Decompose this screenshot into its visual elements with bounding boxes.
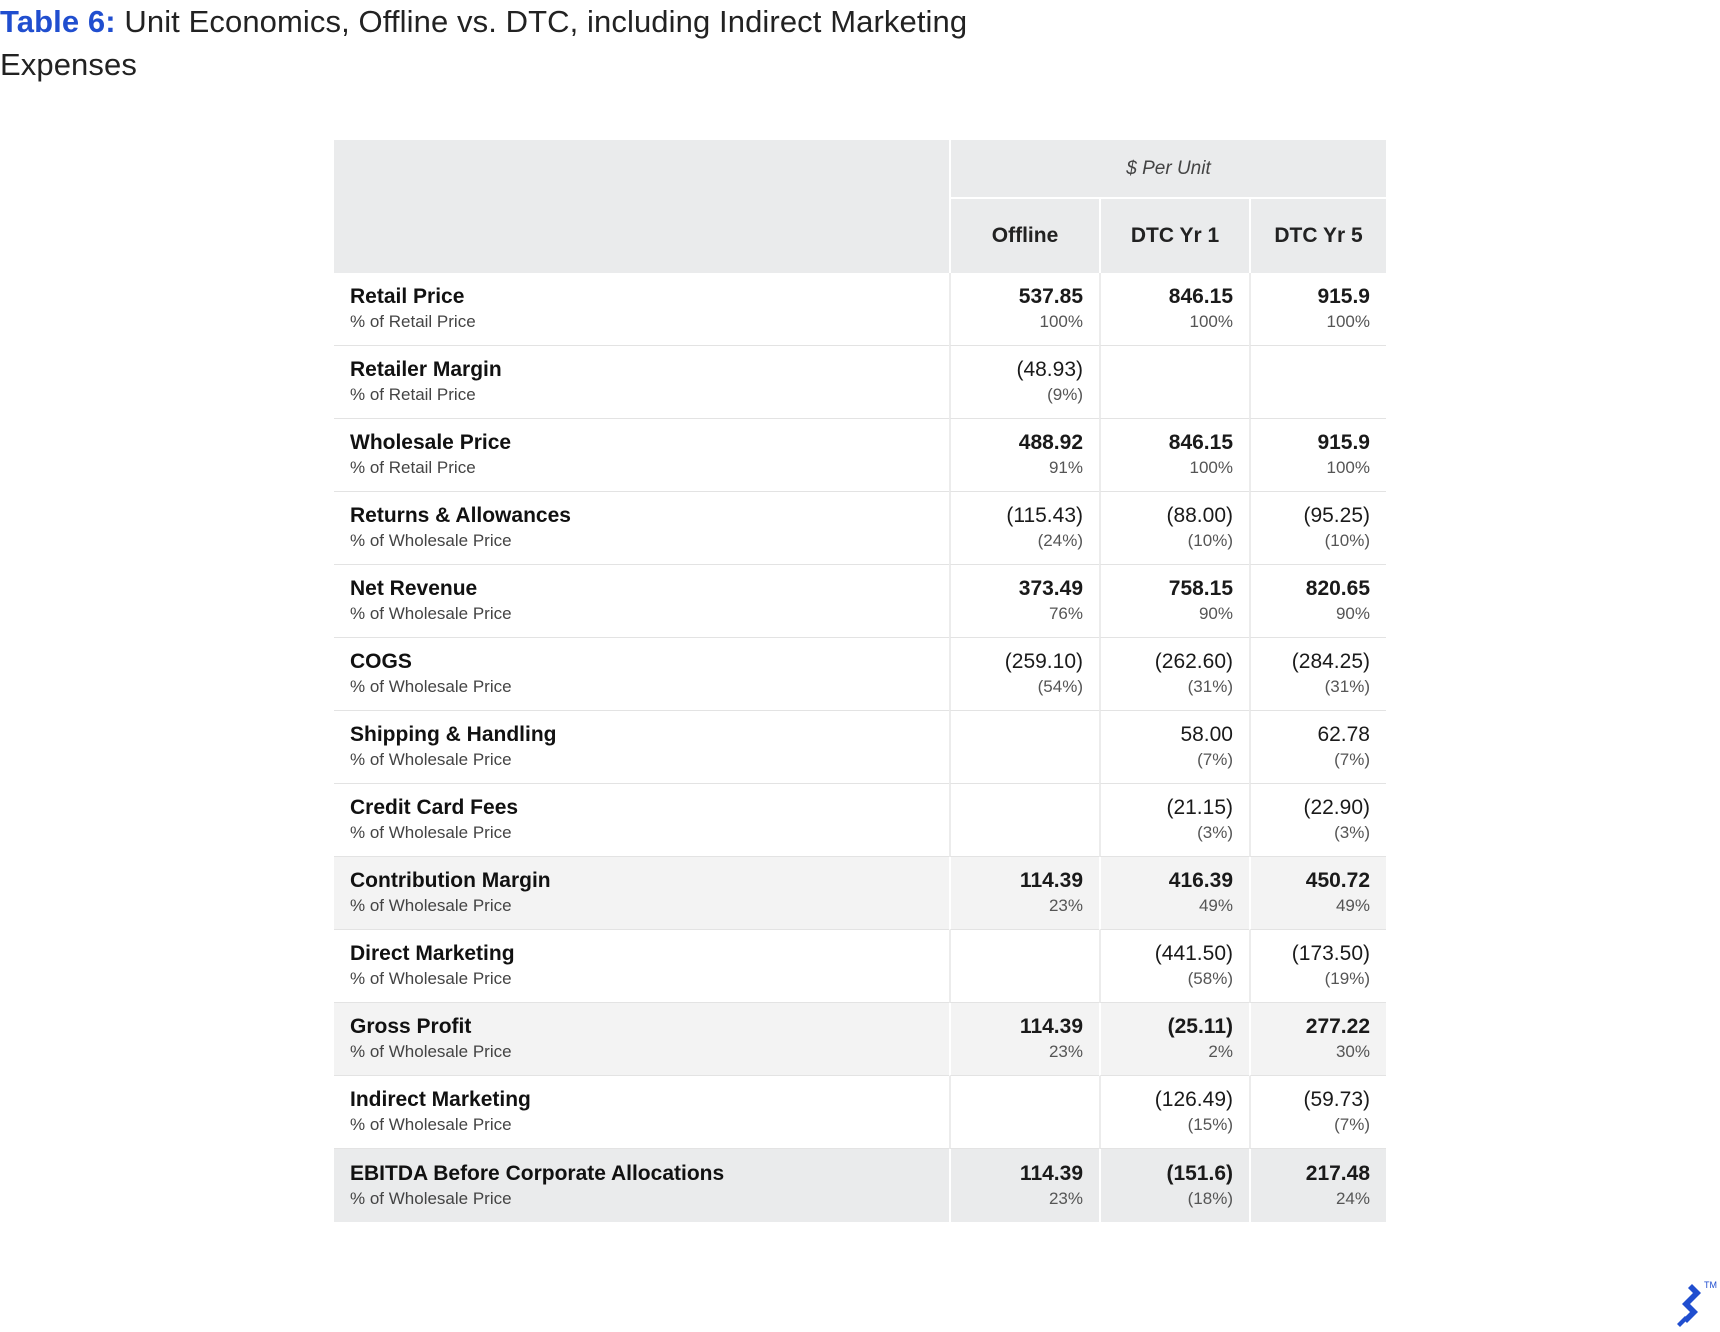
value-cell <box>949 1076 1099 1149</box>
table-title-text: Unit Economics, Offline vs. DTC, including Indirect Marketing Expenses <box>0 4 968 82</box>
value-cell <box>949 346 1099 419</box>
value-amount: (259.10) <box>1004 650 1083 673</box>
value-amount: 114.39 <box>1019 1161 1083 1185</box>
value-cell <box>1249 1003 1386 1076</box>
row-label-cell <box>334 784 949 857</box>
value-cell <box>949 638 1099 711</box>
trademark-mark: TM <box>1704 1280 1717 1290</box>
row-label-cell <box>334 273 949 346</box>
value-amount: (88.00) <box>1166 504 1233 527</box>
value-percent: (9%) <box>1047 385 1083 404</box>
value-cell <box>1099 857 1249 930</box>
row-label-cell <box>334 492 949 565</box>
row-label-cell <box>334 1003 949 1076</box>
table-row <box>334 1076 1386 1149</box>
value-cell <box>1249 419 1386 492</box>
row-sublabel: % of Wholesale Price <box>350 969 512 988</box>
value-percent: 100% <box>1039 312 1083 331</box>
value-cell <box>1099 1149 1249 1222</box>
row-label-cell <box>334 930 949 1003</box>
value-percent: 49% <box>1198 896 1233 915</box>
value-amount: 846.15 <box>1168 431 1233 454</box>
header-corner <box>334 140 949 273</box>
table-row <box>334 565 1386 638</box>
value-amount: 58.00 <box>1180 723 1233 746</box>
row-label: Returns & Allowances <box>350 504 571 527</box>
value-percent: 90% <box>1198 604 1233 623</box>
table-row <box>334 857 1386 930</box>
column-header-dtc-yr5: DTC Yr 5 <box>1249 197 1386 273</box>
value-percent: 100% <box>1189 312 1233 331</box>
row-label: COGS <box>350 650 412 673</box>
value-amount: 820.65 <box>1305 577 1370 600</box>
value-percent: 49% <box>1335 896 1370 915</box>
value-amount: 915.9 <box>1317 285 1370 308</box>
value-cell <box>1249 565 1386 638</box>
value-amount: 537.85 <box>1018 285 1083 308</box>
value-cell <box>949 492 1099 565</box>
value-cell <box>1249 638 1386 711</box>
value-amount: (441.50) <box>1154 942 1233 965</box>
column-header-dtc-yr1: DTC Yr 1 <box>1099 197 1249 273</box>
value-cell <box>1099 638 1249 711</box>
value-amount: 217.48 <box>1305 1161 1370 1185</box>
value-percent: (18%) <box>1187 1188 1233 1208</box>
value-amount: (115.43) <box>1006 504 1083 527</box>
value-percent: 2% <box>1208 1042 1233 1061</box>
value-cell <box>949 857 1099 930</box>
value-amount: 846.15 <box>1168 285 1233 308</box>
row-sublabel: % of Wholesale Price <box>350 823 512 842</box>
row-label-cell <box>334 346 949 419</box>
value-percent: 23% <box>1048 1188 1083 1208</box>
row-label-cell <box>334 419 949 492</box>
table-row <box>334 419 1386 492</box>
row-sublabel: % of Wholesale Price <box>350 531 512 550</box>
value-cell <box>1099 492 1249 565</box>
value-amount: (95.25) <box>1303 504 1370 527</box>
value-cell <box>1249 492 1386 565</box>
value-percent: (58%) <box>1187 969 1233 988</box>
value-percent: 100% <box>1189 458 1233 477</box>
row-sublabel: % of Retail Price <box>350 458 476 477</box>
value-amount: 373.49 <box>1018 577 1083 600</box>
row-label: Retailer Margin <box>350 358 502 381</box>
value-amount: (25.11) <box>1167 1015 1233 1038</box>
value-cell <box>1249 784 1386 857</box>
value-cell <box>1249 346 1386 419</box>
value-amount: (22.90) <box>1303 796 1370 819</box>
value-amount: (126.49) <box>1154 1088 1233 1111</box>
value-percent: 30% <box>1335 1042 1370 1061</box>
value-percent: (54%) <box>1037 677 1083 696</box>
value-cell <box>1249 711 1386 784</box>
value-amount: (151.6) <box>1166 1161 1233 1185</box>
row-label: Wholesale Price <box>350 431 512 454</box>
toptal-logo-icon <box>1668 1278 1720 1332</box>
value-amount: 62.78 <box>1317 723 1370 746</box>
value-amount: (284.25) <box>1291 650 1370 673</box>
value-amount: 488.92 <box>1018 431 1083 454</box>
row-label: Gross Profit <box>350 1015 472 1038</box>
row-sublabel: % of Wholesale Price <box>350 750 512 769</box>
table-row <box>334 346 1386 419</box>
table-row <box>334 638 1386 711</box>
value-percent: 100% <box>1326 312 1370 331</box>
value-cell <box>1099 1003 1249 1076</box>
value-percent: (10%) <box>1187 531 1233 550</box>
row-label: Indirect Marketing <box>350 1088 531 1111</box>
value-cell <box>1249 1149 1386 1222</box>
row-sublabel: % of Retail Price <box>350 385 476 404</box>
value-cell <box>1099 273 1249 346</box>
table-row <box>334 492 1386 565</box>
value-cell <box>1099 930 1249 1003</box>
value-percent: (7%) <box>1197 750 1233 769</box>
value-percent: 23% <box>1048 896 1083 915</box>
value-cell <box>949 565 1099 638</box>
value-cell <box>1099 565 1249 638</box>
value-amount: (48.93) <box>1016 358 1083 381</box>
row-sublabel: % of Wholesale Price <box>350 1042 512 1061</box>
value-percent: 91% <box>1048 458 1083 477</box>
column-header-offline: Offline <box>949 197 1099 273</box>
value-percent: 100% <box>1326 458 1370 477</box>
value-cell <box>949 1003 1099 1076</box>
value-percent: 90% <box>1335 604 1370 623</box>
value-percent: (7%) <box>1334 1115 1370 1134</box>
value-cell <box>949 711 1099 784</box>
row-label-cell <box>334 857 949 930</box>
value-percent: (31%) <box>1324 677 1370 696</box>
row-sublabel: % of Wholesale Price <box>350 896 512 915</box>
value-cell <box>949 784 1099 857</box>
table-row <box>334 273 1386 346</box>
value-cell <box>949 1149 1099 1222</box>
row-label: Direct Marketing <box>350 942 515 965</box>
value-amount: 915.9 <box>1317 431 1370 454</box>
row-label: Retail Price <box>350 285 465 308</box>
table-row <box>334 1149 1386 1222</box>
row-label-cell <box>334 565 949 638</box>
row-label-cell <box>334 1149 949 1222</box>
value-cell <box>1099 1076 1249 1149</box>
value-cell <box>1099 784 1249 857</box>
value-percent: (15%) <box>1187 1115 1233 1134</box>
value-amount: 416.39 <box>1168 869 1233 892</box>
value-amount: 758.15 <box>1168 577 1233 600</box>
value-percent: (19%) <box>1324 969 1370 988</box>
row-label: Shipping & Handling <box>350 723 557 746</box>
value-amount: (173.50) <box>1291 942 1370 965</box>
value-cell <box>949 273 1099 346</box>
unit-economics-table <box>334 140 1386 1222</box>
row-sublabel: % of Wholesale Price <box>350 1188 512 1208</box>
value-percent: (24%) <box>1037 531 1083 550</box>
table-row <box>334 930 1386 1003</box>
table-title <box>0 0 1010 86</box>
row-label-cell <box>334 638 949 711</box>
value-cell <box>1249 930 1386 1003</box>
value-percent: (3%) <box>1334 823 1370 842</box>
row-sublabel: % of Retail Price <box>350 312 476 331</box>
value-percent: 24% <box>1335 1188 1370 1208</box>
row-label: Net Revenue <box>350 577 478 600</box>
row-sublabel: % of Wholesale Price <box>350 677 512 696</box>
value-cell <box>1249 273 1386 346</box>
value-amount: (59.73) <box>1303 1088 1370 1111</box>
value-cell <box>1099 419 1249 492</box>
value-amount: 114.39 <box>1019 869 1083 892</box>
table-row <box>334 1003 1386 1076</box>
value-percent: (3%) <box>1197 823 1233 842</box>
row-label: EBITDA Before Corporate Allocations <box>350 1161 725 1185</box>
value-percent: (10%) <box>1324 531 1370 550</box>
value-cell <box>949 419 1099 492</box>
value-cell <box>1249 1076 1386 1149</box>
row-label: Contribution Margin <box>350 869 551 892</box>
value-cell <box>1249 857 1386 930</box>
table-row <box>334 711 1386 784</box>
per-unit-header: $ Per Unit <box>949 140 1386 197</box>
value-percent: 76% <box>1048 604 1083 623</box>
row-label: Credit Card Fees <box>350 796 519 819</box>
value-cell <box>1099 346 1249 419</box>
value-percent: (31%) <box>1187 677 1233 696</box>
row-label-cell <box>334 711 949 784</box>
value-amount: 114.39 <box>1019 1015 1083 1038</box>
row-sublabel: % of Wholesale Price <box>350 1115 512 1134</box>
value-percent: 23% <box>1048 1042 1083 1061</box>
value-percent: (7%) <box>1334 750 1370 769</box>
value-cell <box>1099 711 1249 784</box>
value-amount: (21.15) <box>1166 796 1233 819</box>
value-amount: 277.22 <box>1305 1015 1370 1038</box>
table-number-label: Table 6: <box>0 4 116 39</box>
value-cell <box>949 930 1099 1003</box>
value-amount: 450.72 <box>1305 869 1370 892</box>
row-sublabel: % of Wholesale Price <box>350 604 512 623</box>
row-label-cell <box>334 1076 949 1149</box>
value-amount: (262.60) <box>1154 650 1233 673</box>
table-row <box>334 784 1386 857</box>
